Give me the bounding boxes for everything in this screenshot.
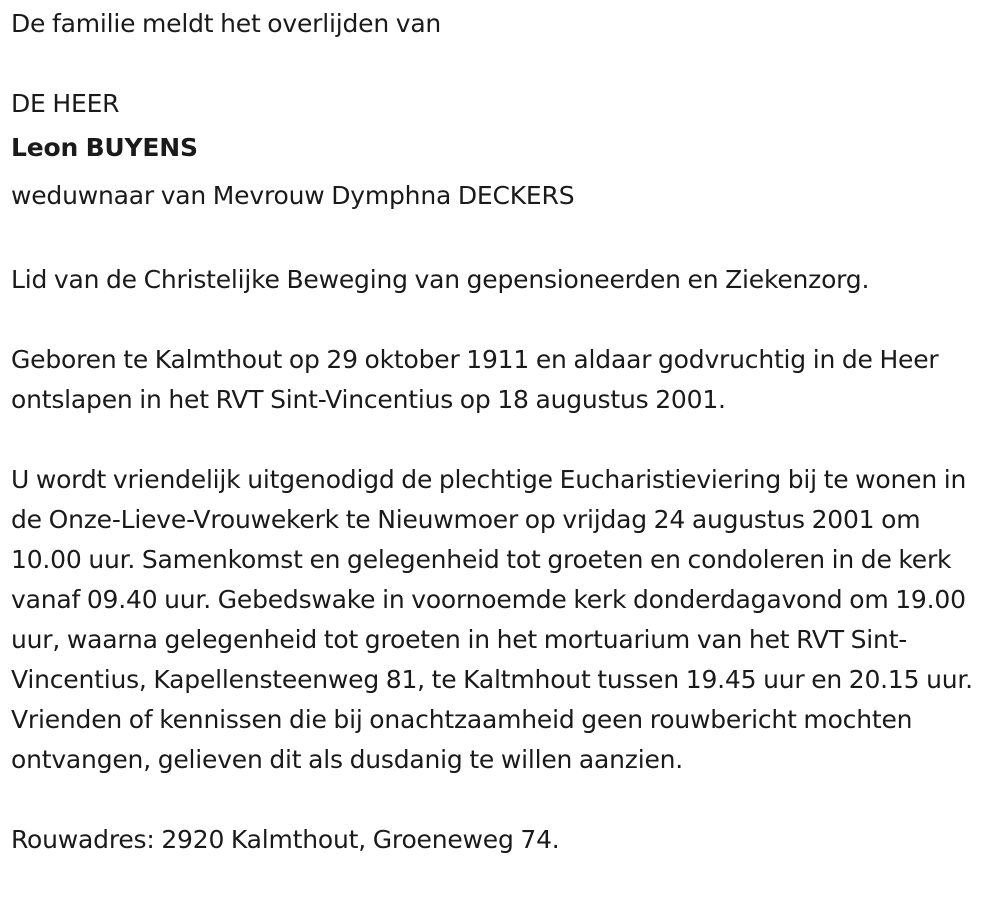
spacer <box>11 300 986 340</box>
spacer <box>11 420 986 460</box>
spacer <box>11 220 986 260</box>
spacer <box>11 780 986 820</box>
widower-line: weduwnaar van Mevrouw Dymphna DECKERS <box>11 181 575 210</box>
spacer <box>11 44 986 84</box>
ceremony-text: U wordt vriendelijk uitgenodigd de plechtige Eucharistieviering bij te wonen in de Onze-Lieve-Vrouwekerk te Nieuwmoer op vrijdag 24 augustus 2001 om 10.00 uur. Samenkomst en gelegenheid tot groeten en condoleren in de kerk vanaf 09.40 uur. Gebedswake in voornoemde kerk donderdagavond om 19.00 uur, waarna gelegenheid tot groeten in het mortuarium van het RVT Sint-Vincentius, Kapellensteenweg 81, te Kaltmhout tussen 19.45 uur en 20.15 uur. Vrienden of kennissen die bij onachtzaamheid geen rouwbericht mochten ontvangen, gelieven dit als dusdanig te willen aanzien. <box>11 465 973 774</box>
mourning-address: Rouwadres: 2920 Kalmthout, Groeneweg 74. <box>11 825 560 854</box>
membership-text: Lid van de Christelijke Beweging van gepensioneerden en Ziekenzorg. <box>11 265 870 294</box>
intro-text: De familie meldt het overlijden van <box>11 9 442 38</box>
honorific-title: DE HEER <box>11 89 120 118</box>
birth-death-text: Geboren te Kalmthout op 29 oktober 1911 en aldaar godvruchtig in de Heer ontslapen in het RVT Sint-Vincentius op 18 augustus 2001. <box>11 345 939 414</box>
obituary-notice <box>11 4 986 860</box>
deceased-name: Leon BUYENS <box>11 133 198 162</box>
